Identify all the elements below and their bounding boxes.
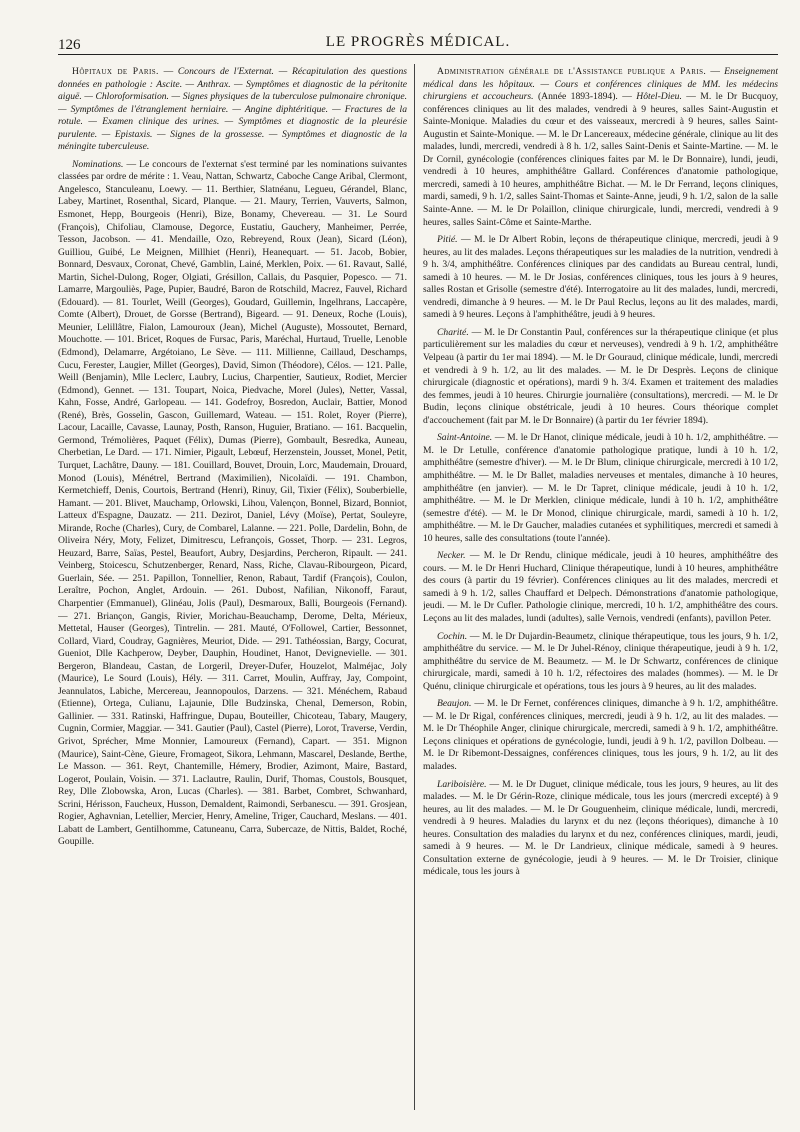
lariboisiere-text: — M. le Dr Duguet, clinique médicale, tous les jours, 9 heures, au lit des malades. — M. le Dr Gérin-Roze, clinique médicale, tous les jours (mercredi excepté) à 9 heures, au lit des malades. — M. le Dr Gouguenheim, clinique médicale, lundi, mercredi, vendredi à 9 heures. Maladies du larynx et du nez (leçons théoriques), dimanche à 10 heures. Consultation des maladies du larynx et du nez, conférences cliniques, mardi, jeudi, samedi à 9 heures. — M. le Dr Landrieux, clinique médicale, samedi à 9 heures. Consultation externe de gynécologie, jeudi à 9 heures. — M. le Dr Troisier, clinique médicale, tous les jours à <box>423 778 778 878</box>
left-column <box>58 64 407 1114</box>
section-heading-hopitaux: Hôpitaux de Paris. <box>72 66 159 77</box>
nominations-paragraph <box>58 159 407 849</box>
running-title: LE PROGRÈS MÉDICAL. <box>325 34 511 50</box>
beaujon-paragraph <box>423 698 778 773</box>
charite-text: — M. le Dr Constantin Paul, conférences sur la thérapeutique clinique (et plus particulièrement sur les maladies du cœur et nerveuses), vendredi à 9 h. 1/2, amphithéâtre Velpeau (à partir du 1er mai 1894). — M. le Dr Gouraud, clinique médicale, lundi, mercredi et vendredi à 9 h. 1/2, au lit des malades. — M. le Dr Desprès. Leçons de clinique chirurgicale (diagnostic et opérations), mardi 9 h. 3/4. Examen et traitement des maladies des femmes, jeudi à 10 heures. Chirurgie journalière (consultations), mercredi. — M. le Dr Budin, leçons clinique obstétricale, jeudi à 10 heures. Cours théorique complet d'accouchement (fait par M. le Dr Bonnaire) (à partir du 1er février 1894). <box>423 326 778 426</box>
externat-questions-text: — Récapitulation des questions données en pathologie : Ascite. — Anthrax. — Symptômes et diagnostic de la péritonite aiguë. — Chloroformisation. — Signes physiques de la tuberculose pulmonaire chronique. — Symptômes de l'étranglement herniaire. — Angine diphtéritique. — Fractures de la rotule. — Examen clinique des urines. — Symptômes et diagnostic de la pleurésie purulente. — Epistaxis. — Signes de la grossesse. — Symptômes et diagnostic de la méningite tuberculeuse. <box>58 66 407 153</box>
page-header <box>58 30 778 55</box>
section-subheading-externat: Concours de l'Externat. <box>177 66 274 77</box>
year-text: (Année 1893-1894). — <box>537 91 632 103</box>
column-divider <box>414 64 415 1110</box>
page-number: 126 <box>58 37 81 53</box>
beaujon-label: Beaujon. <box>437 698 472 710</box>
nominations-label: Nominations. <box>72 158 124 170</box>
right-column <box>423 64 778 1114</box>
nominations-text: — Le concours de l'externat s'est terminé par les nominations suivantes classées par ordre de mérite : 1. Veau, Nattan, Schwartz, Caboche Cange Aribal, Clermont, Angelesco, Stanculeanu, Loewy. — 11. Berthier, Slatnéanu, Legueu, Gérandel, Blanc, Labey, Martinet, Rosenthal, Sicard, Planque. — 21. Maury, Terrien, Vauverts, Salmon, Esmonet, Hepp, Bourgeois (Henri), Bize, Bonamy, Chevereau. — 31. Le Sourd (François), Chifoliau, Clamouse, Degorce, Eustatiu, Gauchery, Manheimer, Perrée, Tesson, Jacobson. — 41. Mendaille, Ozo, Rebreyend, Roux (Jean), Sicard (Léon), Guilliou, Guibé, Le Meignen, Millhiet (Henri), Heanequart. — 51. Jacob, Bobier, Bonnard, Desvaux, Coronat, Chevé, Gamblin, Lainé, Merklen, Poix. — 61. Ravaut, Sallé, Martin, Sichel-Dulong, Roger, Olgiati, Grésillon, Callais, du Pasquier, Popesco. — 71. Lamarre, Margouliès, Page, Pupier, Baudré, Baron de Rotschild, Macrez, Fauvel, Richard (Edouard). — 81. Tourlet, Weill (Georges), Goudard, Guillemin, Ingelhrans, Laccapère, Comte (Albert), Drouet, de Gorsse (Bertrand), Bigeard. — 91. Deneux, Roche (Louis), Meunier, Lelillâtre, Fialon, Lamouroux (Jean), Michel (Auguste), Mossoutet, Bernard, Mouchotte. — 101. Bricet, Roques de Fursac, Paris, Maréchal, Hurtaud, Truelle, Lenoble (Edmond), Delamarre, Argétoiano, Le Sève. — 111. Millienne, Caillaud, Deschamps, Cucu, Ferester, Laugier, Millet (Georges), David, Simon (Théodore), Célos. — 121. Palle, Weill (Benjamin), Mlle Leclerc, Laubry, Lucius, Charpentier, Sautieux, Rodiet, Mercier (Edmond), Gennet. — 131. Toupart, Noica, Piedvache, Morel (Jules), Netter, Vassal, Kahn, Fosse, André, Garlopeau. — 141. Godefroy, Bosredon, Auclair, Battier, Monod (René), Brès, Gosselin, Gascon, Guillemard, Wateau. — 151. Rolet, Royer (Pierre), Lacour, Lacaille, Cavasse, Launay, Posth, Ranson, Huguier, Bratiano. — 161. Bacquelin, Germond, Trémolières, Paquet (Félix), Dumas (Pierre), Gombault, Besredka, Auneau, Cherbetian, Le Dard. — 171. Nimier, Pigault, Lebœuf, Herzenstein, Jousset, Monel, Petit, Turquet, Lachâtre, Dauny. — 181. Couillard, Bouvet, Drouin, Lorc, Maudemain, Drouard, Monod (Louis), Ménétrel, Bertrand (Maximilien), Nicolaïdi. — 191. Chambon, Kermetchieff, Denis, Courtois, Bertrand (Henri), Rinuy, Gil, Tixier (Félix), Souberbielle, Hamant. — 201. Blivet, Mauchamp, Orlowski, Lihou, Valençon, Bonnel, Bizard, Bonniot, Latteux d'Espagne, Dauzatz. — 211. Dezirot, Daniel, Lévy (Moïse), Pertat, Souleyre, Mirande, Roche (Charles), Cury, de Combarel, Lalanne. — 221. Polle, Dardelin, Bohn, de Oliveira Néry, Moty, Felizet, Dimitrescu, Lefrançois, Gosset, Thorp. — 231. Legros, Heuzard, Barre, Saïas, Pestel, Beaufort, Aubry, Desjardins, Percheron, Ripault. — 241. Veinberg, Stoicescu, Schutzenberger, Renard, Nass, Riche, Clavau-Ribourgeon, Picard, Guerlain, Sée. — 251. Papillon, Tonnellier, Renon, Rabaut, Tardif (François), Coulon, Leraître, Pochon, Anglet, Ardouin. — 261. Dubost, Nafilian, Nikonoff, Faraut, Charpentier (Emmanuel), Glinéau, Jolis (Paul), Desmaroux, Balli, Bourgeois (Fernand). — 271. Briançon, Gangis, Rivier, Morichau-Beauchamp, Derome, Delta, Mérieux, Mettetal, Hauser (Georges), Tintrelin. — 281. Mauté, O'Followel, Cartier, Bessonnet, Collard, Viard, Coudray, Gagnières, Meuriot, Dide. — 291. Tathéossian, Bargy, Cocurat, Gueniot, Dlle Kachperow, Deyber, Dauphin, Houdinet, Hanot, Devignevielle. — 301. Bergeron, Blandeau, Castan, de Lorgeril, Dreyer-Dufer, Houzelot, Malméjac, Joly (Maurice), Le Sourd (Louis), Hély. — 311. Carret, Moulin, Auffray, Jay, Compoint, Jeannulatos, Labiche, Mercereau, Jeannopoulos, Darzens. — 321. Ménéchem, Rabaud (Etienne), Ortega, Culianu, Lajaunie, Dlle Budzinska, Chenal, Demerson, Robin, Gallinier. — 331. Ratinski, Haffringue, Dupau, Bouteiller, Chicoteau, Tabary, Maugery, Cugnin, Cormier, Maggiar. — 341. Gautier (Paul), Castel (Pierre), Lorot, Traverse, Verdin, Grivot, Sprécher, Mme Monnier, Lamoureux (Fernand), Capart. — 351. Mignon (Maurice), Saint-Cène, Gieure, Fromageot, Sikora, Lehmann, Mascarel, Deslande, Berthe, Le Masson. — 361. Reyt, Chantemille, Hémery, Brodier, Azimont, Maire, Bastard, Logerot, Poulain, Voisin. — 371. Laclautre, Raulin, Durif, Thomas, Coustols, Bousquet, Rey, Dlle Zlobowska, Aron, Lucas (Charles). — 381. Barbet, Combret, Schwanhard, Scrini, Hérisson, Faucheux, Husson, Demaldent, Raimondi, Serbanescu. — 391. Grosjean, Rogier, Aghavnian, Letellier, Mercier, Henry, Ameline, Triger, Cauchard, Meslans. — 401. Labatt de Lambert, Gentilhomme, Catuneanu, Carra, Subercaze, de Nittis, Baldet, Roché, Goupille. <box>58 158 407 848</box>
pitie-label: Pitié. <box>437 234 458 246</box>
beaujon-text: — M. le Dr Fernet, conférences cliniques, dimanche à 9 h. 1/2, amphithéâtre. — M. le Dr Rigal, conférences cliniques, mercredi, jeudi à 9 h. 1/2, au lit des malades. — M. le Dr Théophile Anger, clinique chirurgicale, mercredi, samedi à 9 h. 1/2, amphithéâtre. Leçons cliniques et opérations de gynécologie, lundi, jeudi à 9 h. 1/2, pavillon Dolbeau. — M. le Dr Ribemont-Dessaignes, conférences cliniques, tous les jours, 9 h. 1/2, au lit des malades. <box>423 698 778 772</box>
hotel-dieu-text: — M. le Dr Bucquoy, conférences cliniques au lit des malades, vendredi à 9 heures, salles Saint-Augustin et Sainte-Monique. Maladies du cœur et des vaisseaux, mercredi à 9 heures, salles Saint-Augustin et Sainte-Monique. — M. le Dr Lancereaux, médecine générale, clinique au lit des malades, lundi, mercredi, vendredi à 8 h. 1/2, salles Saint-Denis et Sainte-Martine. — M. le Dr Cornil, gynécologie (conférences cliniques faites par M. le Dr Bonnaire), lundi, jeudi, vendredi à 10 heures, amphithéâtre Gallard. Conférences d'anatomie pathologique, mercredi, samedi à 10 heures, amphithéâtre Bichat. — M. le Dr Ferrand, leçons cliniques, mardi, samedi, 9 h. 1/2, salles Saint-Thomas et Sainte-Anne, jeudi, 9 h. 1/2, salon de la salle Sainte-Anne. — M. le Dr Polaillon, clinique chirurgicale, lundi, mercredi, vendredi à 9 heures, salles Saint-Côme et Sainte-Marthe. <box>423 91 778 228</box>
hotel-dieu-label: Hôtel-Dieu. <box>636 91 682 103</box>
cochin-paragraph <box>423 631 778 694</box>
saint-antoine-text: — M. le Dr Hanot, clinique médicale, jeudi à 10 h. 1/2, amphithéâtre. — M. le Dr Letulle, conférence d'anatomie pathologique pratique, lundi à 10 h. 1/2, amphithéâtre (semestre d'hiver). — M. le Dr Blum, clinique chirurgicale, mercredi à 10 1/2, amphithéâtre. — M. le Dr Ballet, maladies nerveuses et mentales, dimanche à 10 heures, amphithéâtre (en janvier). — M. le Dr Tapret, clinique médicale, jeudi à 10 h. 1/2, amphithéâtre. — M. le Dr Merklen, clinique médicale, lundi à 10 h. 1/2, amphithéâtre (semestre d'été). — M. le Dr Monod, clinique chirurgicale, mardi, samedi à 10 h. 1/2, amphithéâtre. — M. le Dr Gaucher, maladies cutanées et syphilitiques, mercredi et samedi à 10 heures, salle des consultations (toute l'année). <box>423 432 778 544</box>
section-heading-assistance: Administration générale de l'Assistance publique a Paris. <box>437 66 707 77</box>
charite-label: Charité. <box>437 326 469 338</box>
cochin-text: — M. le Dr Dujardin-Beaumetz, clinique thérapeutique, tous les jours, 9 h. 1/2, amphithéâtre du service. — M. le Dr Juhel-Rénoy, clinique thérapeutique, jeudi à 9 h. 1/2, amphithéâtre du service de M. Beaumetz. — M. le Dr Schwartz, conférences de clinique chirurgicale, mardi, samedi à 10 h. 1/2, réfectoires des malades (hommes). — M. le Dr Quénu, clinique chirurgicale et opérations, tous les jours à 9 heures, au lit des malades. <box>423 630 778 692</box>
assistance-paragraph: Administration générale de l'Assistance publique a Paris. — Enseignement médical dans les hôpitaux. — Cours et conférences cliniques de MM. les médecins chirurgiens et accoucheurs. (Année 1893-1894). — Hôtel-Dieu. — M. le Dr Bucquoy, conférences cliniques au lit des malades, vendredi à 9 heures, salles Saint-Augustin et Sainte-Monique. Maladies du cœur et des vaisseaux, mercredi à 9 heures, salles Saint-Augustin et Sainte-Monique. — M. le Dr Lancereaux, médecine générale, clinique au lit des malades, lundi, mercredi, vendredi à 8 h. 1/2, salles Saint-Denis et Sainte-Martine. — M. le Dr Cornil, gynécologie (conférences cliniques faites par M. le Dr Bonnaire), lundi, jeudi, vendredi à 10 heures, amphithéâtre Gallard. Conférences d'anatomie pathologique, mercredi, samedi à 10 heures, amphithéâtre Bichat. — M. le Dr Ferrand, leçons cliniques, mardi, samedi, 9 h. 1/2, salles Saint-Thomas et Sainte-Anne, jeudi, 9 h. 1/2, salon de la salle Sainte-Anne. — M. le Dr Polaillon, clinique chirurgicale, lundi, mercredi, vendredi à 9 heures, salles Saint-Côme et Sainte-Marthe. <box>423 66 778 228</box>
section-subheading-enseignement: Enseignement médical dans les hôpitaux. — Cours et conférences cliniques de MM. les médecins chirurgiens et accoucheurs. <box>423 66 778 103</box>
lariboisiere-label: Lariboisière. <box>437 778 487 790</box>
necker-text: — M. le Dr Rendu, clinique médicale, jeudi à 10 heures, amphithéâtre des cours. — M. le Dr Henri Huchard, Clinique thérapeutique, lundi à 10 heures, amphithéâtre des cours (à partir du 19 février). Conférences cliniques au lit des malades, mercredi et samedi à 9 h. 1/2, salles Chauffard et Delpech. Démonstrations d'anatomie pathologique, jeudi. — M. le Dr Cufler. Pathologie clinique, mercredi, 10 h. 1/2, amphithéâtre des cours. Leçons au lit des malades, lundi (adultes), salle Vernois, vendredi (enfants), pavillon Peter. <box>423 550 778 624</box>
necker-label: Necker. <box>437 550 466 562</box>
pitie-paragraph <box>423 234 778 322</box>
externat-paragraph: Hôpitaux de Paris. — Concours de l'Externat. — Récapitulation des questions données en pathologie : Ascite. — Anthrax. — Symptômes et diagnostic de la péritonite aiguë. — Chloroformisation. — Signes physiques de la tuberculose pulmonaire chronique. — Symptômes de l'étranglement herniaire. — Angine diphtéritique. — Fractures de la rotule. — Examen clinique des urines. — Symptômes et diagnostic de la pleurésie purulente. — Epistaxis. — Signes de la grossesse. — Symptômes et diagnostic de la méningite tuberculeuse. <box>58 66 407 153</box>
necker-paragraph <box>423 550 778 625</box>
saint-antoine-paragraph <box>423 432 778 545</box>
cochin-label: Cochin. <box>437 630 468 642</box>
pitie-text: — M. le Dr Albert Robin, leçons de thérapeutique clinique, mercredi, jeudi à 9 heures, au lit des malades. Leçons thérapeutiques sur les maladies de la nutrition, vendredi à 9 h. 3/4, amphithéâtre. Conférences cliniques par des candidats au Bureau central, lundi, samedi à 10 heures. — M. le Dr Josias, conférences cliniques, tous les jours à 9 heures, salles Rostan et Grisolle (semestre d'été). Interrogatoire au lit des malades, lundi, mercredi, vendredi, dimanche à 9 heures. — M. le Dr Paul Reclus, leçons au lit des malades, mardi, samedi à 9 heures. Leçons à l'amphithéâtre, jeudi à 9 heures. <box>423 234 778 321</box>
lariboisiere-paragraph <box>423 779 778 879</box>
charite-paragraph <box>423 327 778 427</box>
saint-antoine-label: Saint-Antoine. <box>437 432 493 444</box>
